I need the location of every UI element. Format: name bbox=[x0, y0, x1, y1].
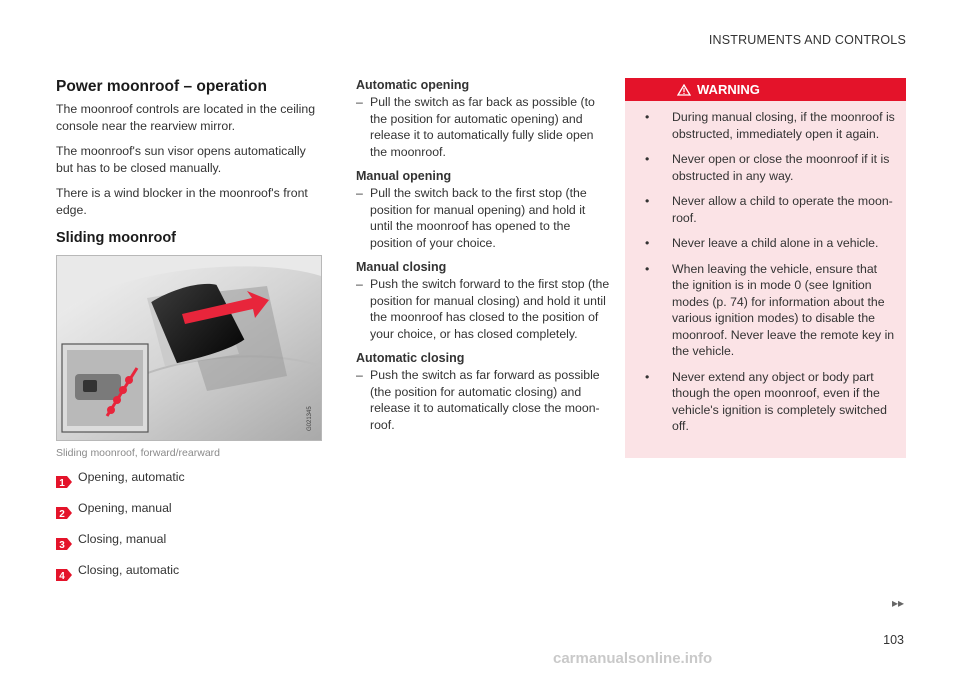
figure-caption: Sliding moonroof, forward/rearward bbox=[56, 447, 220, 459]
bullet-marker: • bbox=[645, 110, 650, 124]
dash-marker: – bbox=[356, 277, 363, 291]
intro-paragraph-2: The moonroof's sun visor opens automatically but has to be closed manually. bbox=[56, 144, 306, 175]
warning-text: Never open or close the moonroof if it is obstructed in any way. bbox=[672, 152, 890, 183]
warning-title: WARNING bbox=[697, 82, 760, 97]
callout-number: 4 bbox=[59, 571, 65, 582]
section-heading: Automatic closing bbox=[356, 351, 465, 365]
moonroof-drawing bbox=[57, 256, 321, 440]
warning-item bbox=[635, 193, 896, 226]
column-middle bbox=[356, 78, 610, 442]
bullet-marker: • bbox=[645, 194, 650, 208]
column-left bbox=[56, 78, 324, 593]
bullet-marker: • bbox=[645, 261, 650, 276]
section-title-sliding: Sliding moonroof bbox=[56, 230, 177, 246]
warning-header bbox=[625, 78, 906, 101]
page-number: 103 bbox=[883, 633, 904, 647]
section-heading: Manual closing bbox=[356, 260, 447, 274]
instruction-step bbox=[356, 276, 610, 342]
bullet-marker: • bbox=[645, 152, 650, 166]
warning-text: During manual closing, if the moonroof is obstructed, immediately open it again. bbox=[672, 110, 895, 141]
warning-item bbox=[635, 235, 896, 252]
column-right bbox=[625, 78, 906, 458]
callout-number: 3 bbox=[59, 540, 65, 551]
legend-label: Closing, manual bbox=[78, 532, 167, 546]
chapter-header: INSTRUMENTS AND CONTROLS bbox=[708, 33, 906, 47]
warning-text: Never extend any object or body part though the open moonroof, even if the vehicle's ignition is completely switched off. bbox=[672, 369, 887, 433]
warning-item bbox=[635, 369, 896, 435]
instruction-text: Pull the switch back to the first stop (the position for manual opening) and hold it until the moonroof has opened to the position of your choice. bbox=[370, 186, 587, 250]
legend-label: Opening, manual bbox=[78, 501, 172, 515]
instruction-text: Push the switch forward to the first stop (the position for manual closing) and hold it until the moonroof has closed to the position of your choice, or has closed completely. bbox=[370, 277, 610, 341]
next-page-arrows[interactable]: ▸▸ bbox=[891, 596, 904, 610]
warning-item bbox=[635, 151, 896, 184]
dash-marker: – bbox=[356, 95, 363, 109]
legend-item bbox=[56, 469, 324, 489]
legend-label: Opening, automatic bbox=[78, 470, 185, 484]
callout-number-icon bbox=[56, 475, 72, 489]
figure-code: G021345 bbox=[307, 406, 313, 431]
warning-item bbox=[635, 109, 896, 142]
watermark: carmanualsonline.info bbox=[553, 650, 713, 667]
figure-legend bbox=[56, 469, 324, 582]
warning-list bbox=[625, 101, 906, 435]
operation-sections bbox=[356, 78, 610, 433]
warning-text: Never allow a child to operate the moon-roof. bbox=[672, 194, 893, 225]
dash-marker: – bbox=[356, 186, 363, 200]
dash-marker: – bbox=[356, 368, 363, 382]
warning-text: When leaving the vehicle, ensure that the ignition is in mode 0 (see Ignition modes (p. 74) for information about the various ignition modes) to disable the moonroof. Never leave the remote key in the vehicle. bbox=[672, 261, 895, 358]
bullet-marker: • bbox=[645, 369, 650, 384]
instruction-step bbox=[356, 185, 610, 251]
instruction-step bbox=[356, 367, 610, 433]
legend-label: Closing, automatic bbox=[78, 563, 180, 577]
callout-number-icon bbox=[56, 506, 72, 520]
instruction-text: Push the switch as far forward as possible (the position for automatic closing) and release it to automatically close the moon-roof. bbox=[370, 368, 600, 432]
section-heading: Automatic opening bbox=[356, 78, 470, 92]
instruction-text: Pull the switch as far back as possible (to the position for automatic opening) and release it to automatically fully slide open the moonroof. bbox=[370, 95, 595, 159]
callout-number-icon bbox=[56, 568, 72, 582]
bullet-marker: • bbox=[645, 236, 650, 250]
moonroof-illustration bbox=[56, 255, 322, 441]
intro-paragraph-1: The moonroof controls are located in the ceiling console near the rearview mirror. bbox=[56, 102, 316, 133]
instruction-step bbox=[356, 94, 610, 160]
callout-number-icon bbox=[56, 537, 72, 551]
legend-item bbox=[56, 500, 324, 520]
warning-text: Never leave a child alone in a vehicle. bbox=[672, 236, 879, 250]
page-title: Power moonroof – operation bbox=[56, 78, 267, 95]
section-heading: Manual opening bbox=[356, 169, 452, 183]
callout-number: 2 bbox=[59, 509, 65, 520]
warning-item bbox=[635, 261, 896, 360]
warning-box bbox=[625, 78, 906, 458]
callout-number: 1 bbox=[59, 478, 65, 489]
legend-item bbox=[56, 562, 324, 582]
warning-triangle-icon bbox=[677, 84, 691, 96]
legend-item bbox=[56, 531, 324, 551]
intro-paragraph-3: There is a wind blocker in the moonroof's front edge. bbox=[56, 186, 308, 217]
